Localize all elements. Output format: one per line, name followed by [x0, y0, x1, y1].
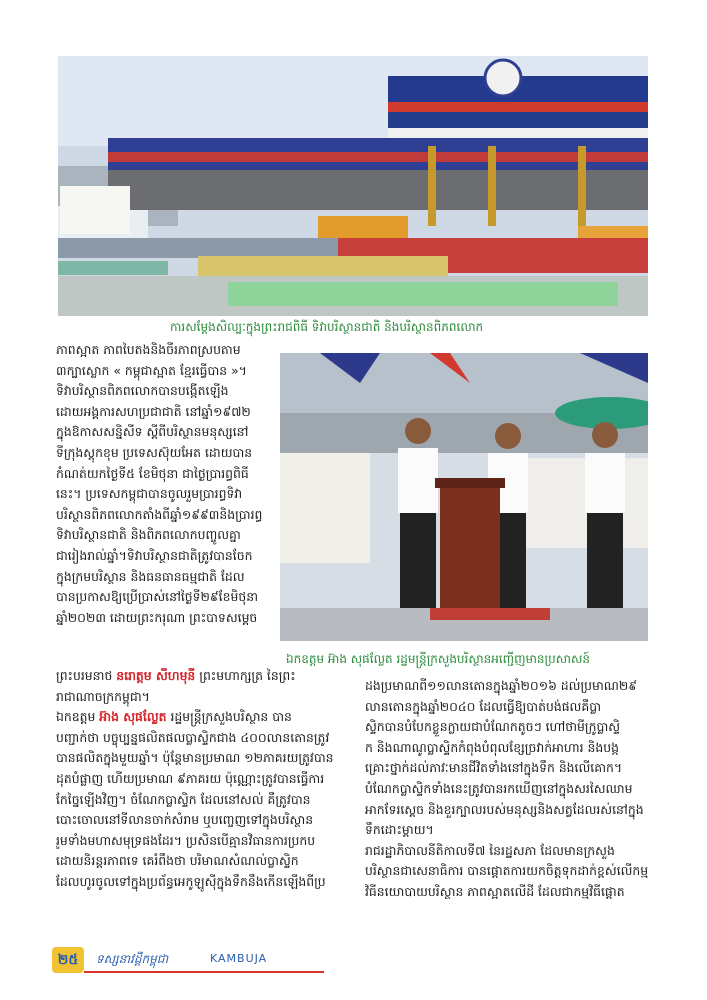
text-line: ក្នុងក្រមបរិស្ថាន និងធនធានធម្មជាតិ ដែល	[56, 568, 245, 584]
king-name: នរោត្តម សីហមុនី	[116, 668, 196, 683]
left-column-text	[56, 340, 272, 628]
magazine-title: ទស្សនាវដ្តីកម្ពុជា	[96, 952, 169, 966]
text-line: ដោយនិរន្តរភាពទេ គេរំពឹងថា បរិមាណសំណល់ប្លាស្ទិក	[56, 853, 299, 869]
text-line: ជារៀងរាល់ឆ្នាំ។ទិវាបរិស្ថានជាតិត្រូវបានចែក	[56, 547, 253, 563]
text-line: វិធីនយោបាយបរិស្ថាន ភាពស្អាតលើដី ដែលជាកម្មវិធីផ្តោត	[365, 883, 625, 899]
minister-name: អ៊ាង សុផល្លែត	[99, 709, 167, 725]
right-column-text	[365, 676, 651, 903]
text-line: បញ្ជាក់ថា បច្ចុប្បន្នផលិតផលប្លាស្ទិកជាង ៤០០លានតោនត្រូវ	[56, 729, 330, 745]
text-line: ទីក្រុងស្តុកខុម ប្រទេសស៊ុយអែត ដោយបាន	[56, 444, 253, 460]
text-line: រាជរដ្ឋាភិបាលនីតិកាលទី៧ នៃរដ្ឋសភា ដែលមានក្រសួង	[365, 842, 615, 858]
ceremony-stage-photo	[58, 56, 648, 316]
text-line: បានប្រកាសឱ្យប្រើប្រាស់នៅថ្ងៃទី២៩ខែមិថុនា	[56, 589, 259, 605]
text-line: លានតោនក្នុងឆ្នាំ២០៤០ ដែលធ្វើឱ្យបាត់បង់ផលគឺប្លា	[365, 698, 602, 714]
text-line: ទឹកដោះម្តាយ។	[365, 822, 434, 838]
footer-rule	[84, 971, 324, 973]
minister-line: ឯកឧត្តម អ៊ាង សុផល្លែត រដ្ឋមន្ត្រីក្រសួងបរិស្ថាន បាន	[56, 709, 292, 725]
left-column-text-bottom	[56, 666, 352, 893]
text-line: ដងប្រមាណពី១១លានតោនក្នុងឆ្នាំ២០១៦ ដល់ប្រមាណ២៩	[365, 678, 638, 693]
text-line: រាជាណាចក្រកម្ពុជា។	[56, 688, 150, 704]
page-footer	[52, 947, 272, 973]
caption-top: ការសម្តែងសិល្បៈក្នុងព្រះរាជពិធី ទិវាបរិស្ថានជាតិ និងបរិស្ថានពិភពលោក	[170, 320, 484, 334]
text-line: ៣ក្បាស្លោក « កម្ពុជាស្អាត ខ្មែរធ្វើបាន »។	[56, 362, 247, 378]
text-line: ក្នុងឱកាសសន្និសីទ ស្តីពីបរិស្ថានមនុស្សនៅ	[56, 424, 249, 440]
page-number: ២៥	[52, 947, 84, 973]
text-line: ដែលហូរចូលទៅក្នុងប្រព័ន្ធអេកូឡូស៊ីក្នុងទឹកនឹងកើនឡើងពីប្រ	[56, 873, 326, 889]
brand-name: KAMBUJA	[210, 952, 268, 965]
caption-middle: ឯកឧត្តម អ៊ាង សុផល្លែត រដ្ឋមន្ត្រីក្រសួងបរិស្ថានអញ្ជើញមានប្រសាសន៍	[286, 652, 591, 666]
text-line: ទិវាបរិស្ថានពិភពលោកបានបង្កើតឡើង	[56, 383, 229, 399]
text-line: ដោយអង្គការសហប្រជាជាតិ នៅឆ្នាំ១៩៧២	[56, 403, 251, 419]
text-line: អាកទែរស្តេច និងខួរក្បាលរបស់មនុស្សនិងសត្វដែលរស់នៅក្នុង	[365, 801, 644, 817]
text-line: ដុតបំផ្លាញ ហើយប្រមាណ ៩ភាគរយ ប៉ុណ្ណោះត្រូវបានធ្វើការ	[56, 770, 325, 786]
text-line: កែច្នៃឡើងវិញ។ ចំណែកប្លាស្ទិក ដែលនៅសល់ គឺត្រូវបាន	[56, 791, 311, 807]
text-line: បរិស្ថានពិភពលោកតាំងពីឆ្នាំ១៩៩៣និងប្រារព្ធ	[56, 506, 263, 522]
king-line: ព្រះបរមនាថ នរោត្តម សីហមុនី ព្រះមហាក្សត្រ នៃព្រះ	[56, 668, 296, 683]
text-line: ស្ទិកបានបំបែកខ្លួនក្លាយជាបំណែកតូចៗ ហៅថាមីក្រូប្លាស្ទិ	[365, 719, 621, 735]
text-line: បានផលិតក្នុងមួយឆ្នាំ។ ប៉ុន្តែមានប្រមាណ ១២ភាគរយត្រូវបាន	[56, 750, 334, 766]
text-line: ក និងណាណូប្លាស្ទិកកំពុងបំពុលខ្សែច្រវាក់អាហារ និងបង្ក	[365, 739, 619, 755]
text-line: នេះ។ ប្រទេសកម្ពុជាបានចូលរួមប្រារព្ធទិវា	[56, 486, 243, 502]
text-line: កំណត់យកថ្ងៃទី៥ ខែមិថុនា ជាថ្ងៃប្រារព្ធពិធី	[56, 465, 249, 481]
text-line: បំណែកប្លាស្ទិកទាំងនេះត្រូវបានរកឃើញនៅក្នុងសរសៃឈាម	[365, 780, 633, 796]
text-line: គ្រោះថ្នាក់ដល់ភាវៈមានជីវិតទាំងនៅក្នុងទឹក និងលើគោក។	[365, 760, 623, 776]
text-line: បរិស្ថានជាសេនាធិការ បានផ្តោតការយកចិត្តទុកដាក់ខ្ពស់លើកម្ម	[365, 863, 649, 879]
text-line: ឆ្នាំ២០២៣ ដោយព្រះករុណា ព្រះបាទសម្តេច	[56, 609, 258, 625]
text-line: ភាពស្អាត ភាពបៃតងនិងចីរភាពស្របតាម	[56, 342, 241, 357]
officials-speech-photo	[280, 353, 648, 641]
text-line: បោះចោលនៅទីលានចាក់សំរាម ឬបញ្ចេញទៅក្នុងបរិស្ថាន	[56, 812, 314, 828]
text-line: ទិវាបរិស្ថានជាតិ និងពិភពលោកបញ្ចូលគ្នា	[56, 527, 241, 543]
text-line: រួមទាំងមហាសមុទ្រផងដែរ។ ប្រសិនបើគ្មានវិធានការប្រកប	[56, 832, 316, 848]
